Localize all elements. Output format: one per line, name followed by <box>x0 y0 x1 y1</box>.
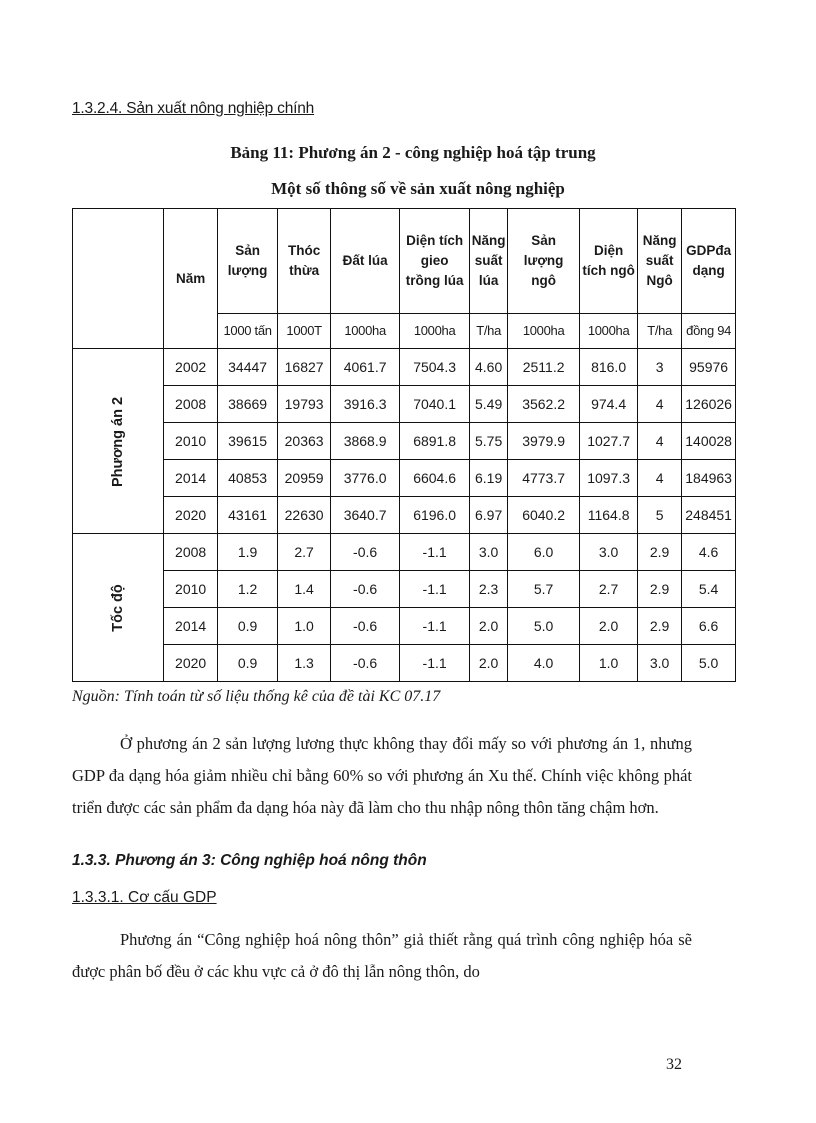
value-cell: 2.0 <box>470 608 508 645</box>
unit-cell: T/ha <box>638 314 682 349</box>
value-cell: 1164.8 <box>580 497 638 534</box>
header-san-luong: Sản lượng <box>218 209 278 314</box>
value-cell: 1.3 <box>278 645 331 682</box>
value-cell: 2.9 <box>638 534 682 571</box>
year-cell: 2008 <box>164 386 218 423</box>
value-cell: -0.6 <box>331 608 400 645</box>
value-cell: 6.97 <box>470 497 508 534</box>
value-cell: 5.49 <box>470 386 508 423</box>
value-cell: 2.3 <box>470 571 508 608</box>
unit-cell: đồng 94 <box>682 314 736 349</box>
year-cell: 2008 <box>164 534 218 571</box>
value-cell: 2.7 <box>278 534 331 571</box>
page-number: 32 <box>666 1056 682 1073</box>
value-cell: -0.6 <box>331 534 400 571</box>
body-paragraph: Phương án “Công nghiệp hoá nông thôn” giả thiết rằng quá trình công nghiệp hóa sẽ được phân bố đều ở các khu vực cả ở đô thị lẫn nông thôn, do <box>72 930 692 981</box>
value-cell: -1.1 <box>400 645 470 682</box>
value-cell: 3916.3 <box>331 386 400 423</box>
value-cell: 39615 <box>218 423 278 460</box>
table-row <box>73 645 736 682</box>
table-row <box>73 608 736 645</box>
year-cell: 2020 <box>164 497 218 534</box>
value-cell: 126026 <box>682 386 736 423</box>
value-cell: -1.1 <box>400 608 470 645</box>
year-cell: 2020 <box>164 645 218 682</box>
section-heading: 1.3.2.4. Sản xuất nông nghiệp chính <box>72 100 315 117</box>
value-cell: 1097.3 <box>580 460 638 497</box>
value-cell: 2.9 <box>638 571 682 608</box>
value-cell: 20363 <box>278 423 331 460</box>
value-cell: 4 <box>638 386 682 423</box>
value-cell: 184963 <box>682 460 736 497</box>
value-cell: 5.75 <box>470 423 508 460</box>
header-dien-tich-gieo: Diện tích gieo trồng lúa <box>400 209 470 314</box>
value-cell: 6891.8 <box>400 423 470 460</box>
unit-cell: 1000ha <box>400 314 470 349</box>
value-cell: 22630 <box>278 497 331 534</box>
table-header-row <box>73 209 736 314</box>
value-cell: 7504.3 <box>400 349 470 386</box>
value-cell: 19793 <box>278 386 331 423</box>
value-cell: 2.9 <box>638 608 682 645</box>
value-cell: 20959 <box>278 460 331 497</box>
value-cell: 1.2 <box>218 571 278 608</box>
value-cell: 40853 <box>218 460 278 497</box>
year-cell: 2002 <box>164 349 218 386</box>
value-cell: 2511.2 <box>508 349 580 386</box>
table-title: Bảng 11: Phương án 2 - công nghiệp hoá tập trung <box>230 143 596 162</box>
value-cell: 1.0 <box>278 608 331 645</box>
subsubsection-heading: 1.3.3.1. Cơ cấu GDP <box>72 889 217 906</box>
value-cell: 5.0 <box>508 608 580 645</box>
agriculture-table <box>72 208 736 682</box>
value-cell: 6040.2 <box>508 497 580 534</box>
value-cell: 1.0 <box>580 645 638 682</box>
unit-cell: T/ha <box>470 314 508 349</box>
source-note: Nguồn: Tính toán từ số liệu thống kê của đề tài KC 07.17 <box>72 688 441 705</box>
year-cell: 2010 <box>164 423 218 460</box>
value-cell: 6.0 <box>508 534 580 571</box>
value-cell: 4773.7 <box>508 460 580 497</box>
value-cell: 4061.7 <box>331 349 400 386</box>
table-row <box>73 349 736 386</box>
table-row <box>73 386 736 423</box>
year-cell: 2014 <box>164 608 218 645</box>
table-row <box>73 423 736 460</box>
value-cell: 3.0 <box>638 645 682 682</box>
header-dien-tich-ngo: Diện tích ngô <box>580 209 638 314</box>
value-cell: 3979.9 <box>508 423 580 460</box>
value-cell: -1.1 <box>400 534 470 571</box>
value-cell: 248451 <box>682 497 736 534</box>
value-cell: 3868.9 <box>331 423 400 460</box>
group-label-cell <box>73 534 164 682</box>
value-cell: 3640.7 <box>331 497 400 534</box>
value-cell: 6.19 <box>470 460 508 497</box>
value-cell: 4.60 <box>470 349 508 386</box>
value-cell: -0.6 <box>331 645 400 682</box>
value-cell: 4.0 <box>508 645 580 682</box>
year-cell: 2014 <box>164 460 218 497</box>
value-cell: -1.1 <box>400 571 470 608</box>
value-cell: 2.0 <box>580 608 638 645</box>
value-cell: 16827 <box>278 349 331 386</box>
value-cell: 2.0 <box>470 645 508 682</box>
value-cell: 7040.1 <box>400 386 470 423</box>
value-cell: 5.7 <box>508 571 580 608</box>
header-nam: Năm <box>164 209 218 349</box>
header-dat-lua: Đất lúa <box>331 209 400 314</box>
value-cell: 974.4 <box>580 386 638 423</box>
value-cell: 6.6 <box>682 608 736 645</box>
header-nang-suat-lua: Năng suất lúa <box>470 209 508 314</box>
value-cell: -0.6 <box>331 571 400 608</box>
group-label-cell <box>73 349 164 534</box>
table-row <box>73 497 736 534</box>
value-cell: 4 <box>638 423 682 460</box>
header-gdp: GDPđa dạng <box>682 209 736 314</box>
value-cell: 4 <box>638 460 682 497</box>
table-row <box>73 571 736 608</box>
unit-cell: 1000T <box>278 314 331 349</box>
value-cell: 3 <box>638 349 682 386</box>
value-cell: 0.9 <box>218 608 278 645</box>
unit-cell: 1000ha <box>331 314 400 349</box>
body-paragraph: Ở phương án 2 sản lượng lương thực không thay đổi mấy so với phương án 1, nhưng GDP đa dạng hóa giảm nhiều chỉ bằng 60% so với phương án Xu thế. Chính việc không phát triển được các sản phẩm đa dạng hóa này đã làm cho thu nhập nông thôn tăng chậm hơn. <box>72 734 692 817</box>
value-cell: 3.0 <box>580 534 638 571</box>
value-cell: 43161 <box>218 497 278 534</box>
value-cell: 38669 <box>218 386 278 423</box>
unit-cell: 1000ha <box>580 314 638 349</box>
header-nang-suat-ngo: Năng suất Ngô <box>638 209 682 314</box>
value-cell: 34447 <box>218 349 278 386</box>
year-cell: 2010 <box>164 571 218 608</box>
value-cell: 4.6 <box>682 534 736 571</box>
value-cell: 5 <box>638 497 682 534</box>
table-row <box>73 534 736 571</box>
value-cell: 5.4 <box>682 571 736 608</box>
corner-cell <box>73 209 164 349</box>
value-cell: 2.7 <box>580 571 638 608</box>
value-cell: 3.0 <box>470 534 508 571</box>
table-row <box>73 460 736 497</box>
group-label: Phương án 2 <box>110 396 127 487</box>
unit-cell: 1000ha <box>508 314 580 349</box>
unit-cell: 1000 tấn <box>218 314 278 349</box>
value-cell: 6196.0 <box>400 497 470 534</box>
subsection-heading: 1.3.3. Phương án 3: Công nghiệp hoá nông thôn <box>72 852 427 869</box>
value-cell: 1.9 <box>218 534 278 571</box>
header-thoc-thua: Thóc thừa <box>278 209 331 314</box>
value-cell: 1.4 <box>278 571 331 608</box>
header-san-luong-ngo: Sản lượng ngô <box>508 209 580 314</box>
value-cell: 95976 <box>682 349 736 386</box>
value-cell: 5.0 <box>682 645 736 682</box>
group-label: Tốc độ <box>110 584 127 632</box>
value-cell: 3776.0 <box>331 460 400 497</box>
value-cell: 0.9 <box>218 645 278 682</box>
value-cell: 6604.6 <box>400 460 470 497</box>
value-cell: 1027.7 <box>580 423 638 460</box>
value-cell: 3562.2 <box>508 386 580 423</box>
table-subtitle: Một số thông số về sản xuất nông nghiệp <box>271 179 565 198</box>
value-cell: 816.0 <box>580 349 638 386</box>
value-cell: 140028 <box>682 423 736 460</box>
